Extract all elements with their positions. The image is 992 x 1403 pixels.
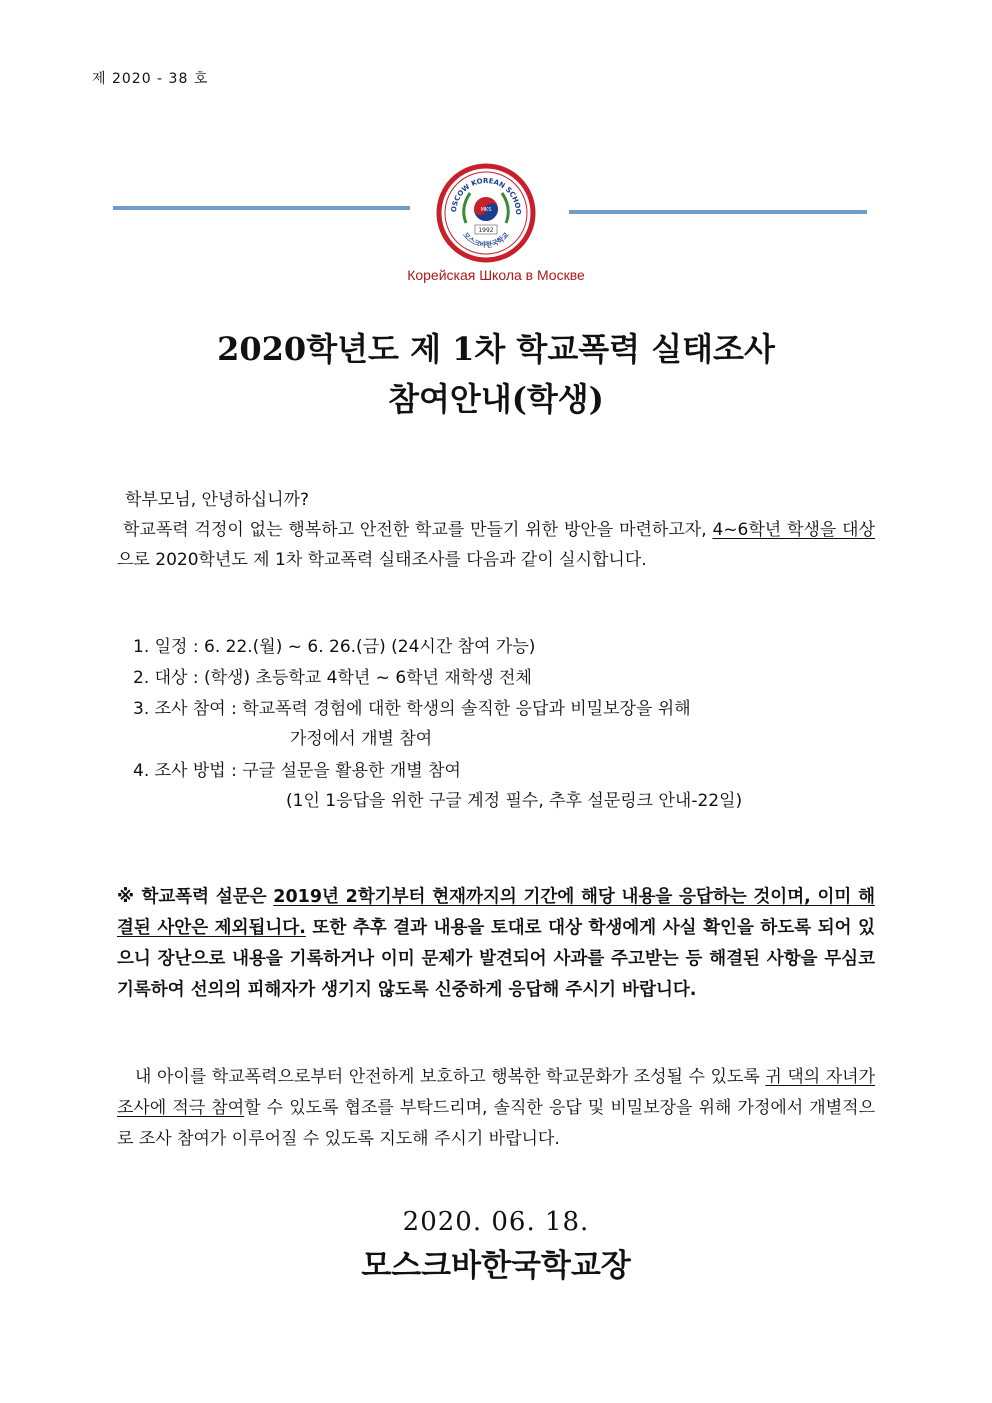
list-item-target: 2. 대상 : (학생) 초등학교 4학년 ~ 6학년 재학생 전체 — [133, 668, 532, 688]
header-rule-left — [113, 206, 410, 210]
intro-paragraph — [117, 515, 875, 575]
list-item-method-cont: (1인 1응답을 위한 구글 계정 필수, 추후 설문링크 안내-22일) — [286, 791, 743, 811]
closing-underlined: 귀 댁의 자녀가 조사에 적극 참여 — [117, 1067, 875, 1118]
notice-text-end: 또한 추후 결과 내용을 토대로 대상 학생에게 사실 확인을 하도록 되어 있으니 장난으로 내용을 기록하거나 이미 문제가 발견되어 사과를 주고받는 등 해결된 사항을 무심코 기록하여 선의의 피해자가 생기지 않도록 신중하게 응답해 주시기 바랍니다. — [117, 918, 875, 1000]
notice-paragraph — [117, 882, 875, 1006]
list-item-schedule: 1. 일정 : 6. 22.(월) ~ 6. 26.(금) (24시간 참여 가능) — [133, 637, 536, 657]
signer: 모스크바한국학교장 — [361, 1248, 631, 1284]
logo-center-text: MKS — [480, 207, 492, 213]
logo-ring-text-bottom: 모스크바한국학교 — [461, 231, 511, 250]
logo-ring-text-top: OSCOW KOREAN SCHOO — [449, 176, 523, 215]
document-date: 2020. 06. 18. — [402, 1207, 590, 1237]
school-name-russian: Корейская Школа в Москве — [407, 267, 585, 283]
school-logo — [436, 163, 536, 263]
closing-text: 내 아이를 학교폭력으로부터 안전하게 보호하고 행복한 학교문화가 조성될 수 있도록 — [135, 1067, 766, 1087]
document-title-line2: 참여안내(학생) — [388, 380, 604, 418]
logo-year: 1992 — [478, 227, 494, 234]
list-item-method: 4. 조사 방법 : 구글 설문을 활용한 개별 참여 — [133, 761, 461, 781]
document-number: 제 2020 - 38 호 — [92, 71, 209, 87]
closing-paragraph — [117, 1062, 875, 1155]
header-rule-right — [569, 210, 867, 214]
closing-text-end: 할 수 있도록 협조를 부탁드리며, 솔직한 응답 및 비밀보장을 위해 가정에서 개별적으로 조사 참여가 이루어질 수 있도록 지도해 주시기 바랍니다. — [117, 1098, 875, 1149]
list-item-participation-cont: 가정에서 개별 참여 — [290, 729, 433, 749]
intro-text: 학교폭력 걱정이 없는 행복하고 안전한 학교를 만들기 위한 방안을 마련하고자, — [123, 520, 713, 540]
school-emblem-icon — [436, 163, 536, 263]
list-item-participation: 3. 조사 참여 : 학교폭력 경험에 대한 학생의 솔직한 응답과 비밀보장을 위해 — [133, 699, 691, 719]
document-title-line1: 2020학년도 제 1차 학교폭력 실태조사 — [217, 330, 775, 368]
intro-target-underlined: 4~6학년 학생을 대상 — [712, 520, 875, 540]
notice-text: ※ 학교폭력 설문은 — [117, 887, 274, 907]
notice-underlined: 2019년 2학기부터 현재까지의 기간에 해당 내용을 응답하는 것이며, 이미 해결된 사안은 제외됩니다. — [117, 887, 876, 938]
intro-text-end: 으로 2020학년도 제 1차 학교폭력 실태조사를 다음과 같이 실시합니다. — [117, 550, 647, 570]
greeting: 학부모님, 안녕하십니까? — [125, 490, 310, 510]
